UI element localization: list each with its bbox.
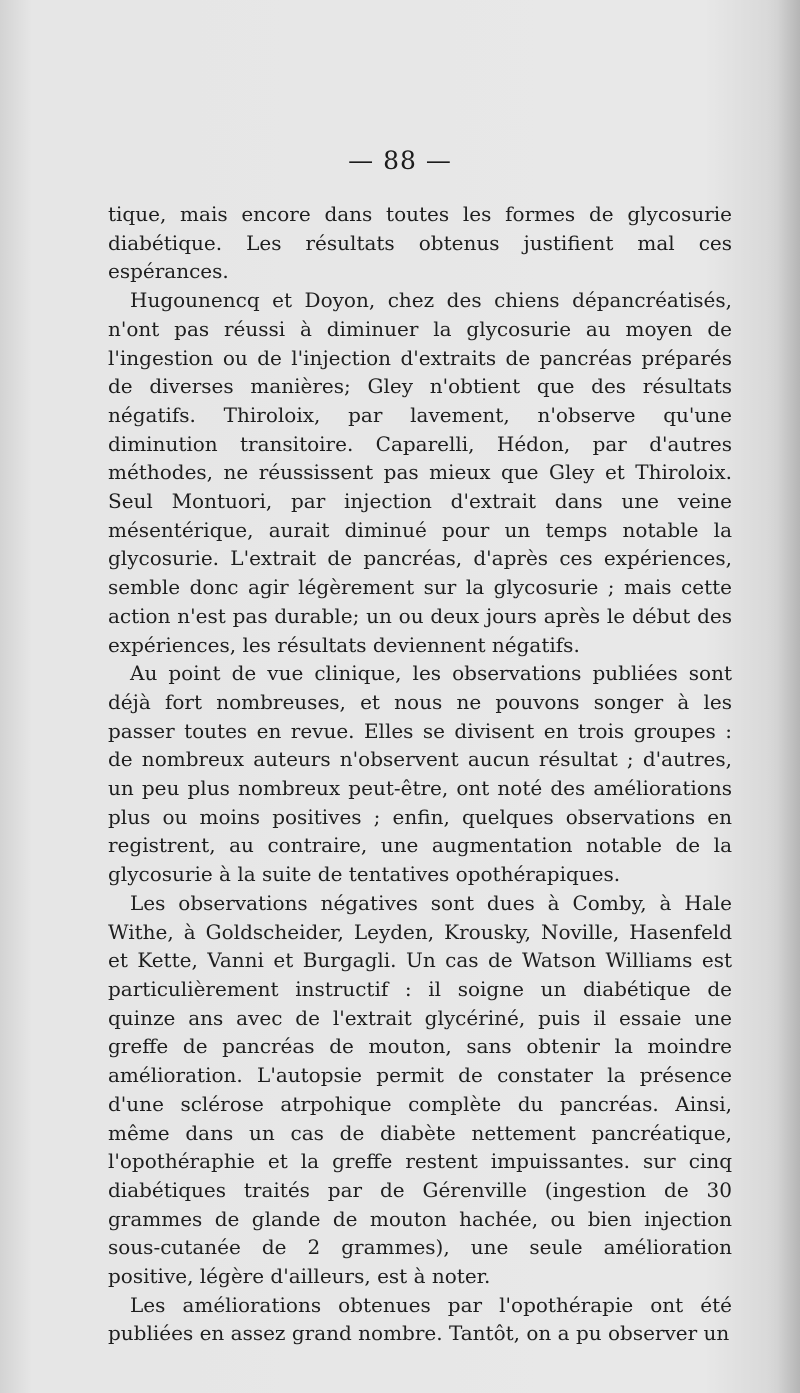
page-number: — 88 — [348,146,452,175]
paragraph-improvements: Les améliorations obtenues par l'opothérapie ont été publiées en assez grand nombre. Tantôt, on a pu observer un [108,1292,732,1346]
paragraph-hugounencq: Hugounencq et Doyon, chez des chiens dépancréatisés, n'ont pas réussi à diminuer la glycosurie au moyen de l'ingestion ou de l'injection d'extraits de pancréas préparés de diverses manières; Gley n'obtient que des résultats négatifs. Thiroloix, par lavement, n'observe qu'une diminution transitoire. Caparelli, Hédon, par d'autres méthodes, ne réussissent pas mieux que Gley et Thiroloix. Seul Montuori, par injection d'extrait dans une veine mésentérique, aurait diminué pour un temps notable la glycosurie. L'extrait de pancréas, d'après ces expériences, semble donc agir légèrement sur la glycosurie ; mais cette action n'est pas durable; un ou deux jours après le début des expériences, les résultats deviennent négatifs. [108,288,732,657]
paragraph-continuation: tique, mais encore dans toutes les formes de glycosurie diabétique. Les résultats obtenus justifient mal ces espérances. [108,202,732,284]
paragraph-clinical: Au point de vue clinique, les observations publiées sont déjà fort nombreuses, et nous ne pouvons songer à les passer toutes en revue. Elles se divisent en trois groupes : de nombreux auteurs n'observent aucun résultat ; d'autres, un peu plus nombreux peut-être, ont noté des améliorations plus ou moins positives ; enfin, quelques observations en registrent, au contraire, une augmentation notable de la glycosurie à la suite de tentatives opothérapiques. [108,661,732,887]
page-edge-shadow [778,0,800,1393]
paragraph-negative-observations: Les observations négatives sont dues à Comby, à Hale Withe, à Goldscheider, Leyden, Krousky, Noville, Hasenfeld et Kette, Vanni et Burgagli. Un cas de Watson Williams est particulièrement instructif : il soigne un diabétique de quinze ans avec de l'extrait glycériné, puis il essaie une greffe de pancréas de mouton, sans obtenir la moindre amélioration. L'autopsie permit de constater la présence d'une sclérose atrpohique complète du pancréas. Ainsi, même dans un cas de diabète nettement pancréatique, l'opothéraphie et la greffe restent impuissantes. sur cinq diabétiques traités par de Gérenville (ingestion de 30 grammes de glande de mouton hachée, ou bien injection sous-cutanée de 2 grammes), une seule amélioration positive, légère d'ailleurs, est à noter. [108,890,732,1289]
body-text [108,200,732,1348]
